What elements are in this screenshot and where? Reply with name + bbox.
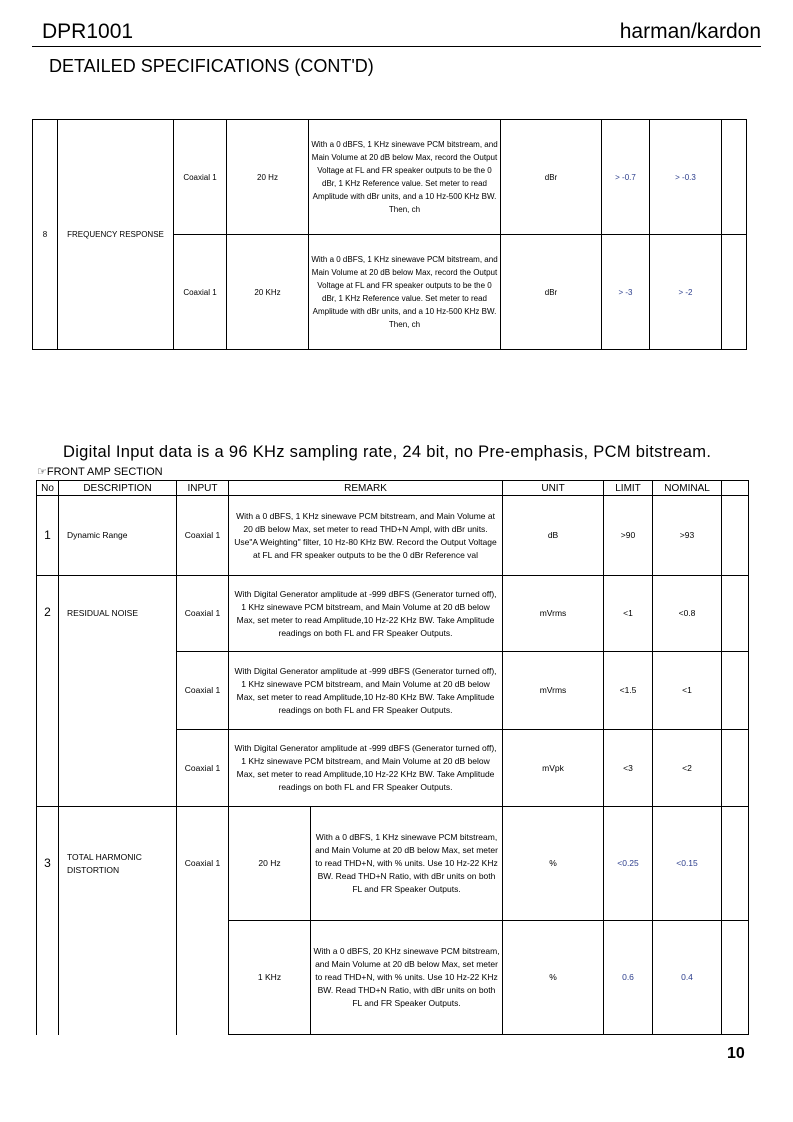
limit-cell: >90 xyxy=(604,496,653,576)
spec-number: 3 xyxy=(37,807,59,1035)
remark-cell: With a 0 dBFS, 1 KHz sinewave PCM bitstream, and Main Volume at 20 dB below Max, record the Output Voltage at FL and FR speaker outputs to be the 0 dBr, 1 KHz Reference value. Set meter to read Amplitude with dBr units, and a 10 Hz-500 KHz BW. Then, ch xyxy=(309,235,501,350)
remark-cell: With Digital Generator amplitude at -999 dBFS (Generator turned off), 1 KHz sinewave PCM bitstream, and Main Volume at 20 dB below Max, set meter to read Amplitude,10 Hz-22 KHz BW. Take Amplitude readings on both FL and FR Speaker Outputs. xyxy=(229,576,503,652)
frequency-cell: 20 KHz xyxy=(227,235,309,350)
header-divider xyxy=(32,46,761,47)
model-name: DPR1001 xyxy=(42,20,134,43)
spec-description: Dynamic Range xyxy=(59,496,177,576)
frequency-cell: 1 KHz xyxy=(229,921,311,1035)
section-label: ☞FRONT AMP SECTION xyxy=(37,466,163,478)
unit-cell: dBr xyxy=(501,120,602,235)
limit-cell: <0.25 xyxy=(604,807,653,921)
empty-cell xyxy=(722,576,749,652)
header-nominal: NOMINAL xyxy=(653,481,722,496)
remark-cell: With a 0 dBFS, 1 KHz sinewave PCM bitstream, and Main Volume at 20 dB below Max, set meter to read THD+N Ampl, with dBr units. Use"A Weighting" filter, 10 Hz-80 KHz BW. Record the Output Voltage at FL and FR speaker outputs to be the 0 dBr Reference val xyxy=(229,496,503,576)
header-no: No xyxy=(37,481,59,496)
nominal-cell: <1 xyxy=(653,652,722,730)
spec-number: 8 xyxy=(33,120,58,350)
table-header-row xyxy=(37,481,749,496)
unit-cell: dB xyxy=(503,496,604,576)
front-amp-table xyxy=(36,480,749,1035)
page-title: DETAILED SPECIFICATIONS (CONT'D) xyxy=(49,56,374,76)
input-cell: Coaxial 1 xyxy=(177,496,229,576)
limit-cell: <1 xyxy=(604,576,653,652)
input-cell: Coaxial 1 xyxy=(177,730,229,807)
header-description: DESCRIPTION xyxy=(59,481,177,496)
header-remark: REMARK xyxy=(229,481,503,496)
empty-cell xyxy=(722,921,749,1035)
table-row xyxy=(33,120,747,235)
empty-cell xyxy=(722,652,749,730)
spec-number: 1 xyxy=(37,496,59,576)
limit-cell: 0.6 xyxy=(604,921,653,1035)
unit-cell: mVrms xyxy=(503,576,604,652)
frequency-response-table xyxy=(32,119,747,350)
empty-cell xyxy=(722,496,749,576)
input-cell: Coaxial 1 xyxy=(177,576,229,652)
unit-cell: % xyxy=(503,807,604,921)
empty-cell xyxy=(722,120,747,235)
digital-input-note: Digital Input data is a 96 KHz sampling rate, 24 bit, no Pre-emphasis, PCM bitstream. xyxy=(63,443,712,461)
remark-cell: With a 0 dBFS, 1 KHz sinewave PCM bitstream, and Main Volume at 20 dB below Max, set meter to read THD+N, with % units. Use 10 Hz-22 KHz BW. Read THD+N Ratio, with dBr units on both FL and FR Speaker Outputs. xyxy=(311,807,503,921)
header-limit: LIMIT xyxy=(604,481,653,496)
table-row xyxy=(37,576,749,652)
remark-cell: With Digital Generator amplitude at -999 dBFS (Generator turned off), 1 KHz sinewave PCM bitstream, and Main Volume at 20 dB below Max, set meter to read Amplitude,10 Hz-80 KHz BW. Take Amplitude readings on both FL and FR Speaker Outputs. xyxy=(229,652,503,730)
nominal-cell: 0.4 xyxy=(653,921,722,1035)
empty-cell xyxy=(722,730,749,807)
input-cell: Coaxial 1 xyxy=(177,807,229,1035)
brand-name: harman/kardon xyxy=(619,20,761,43)
remark-cell: With a 0 dBFS, 1 KHz sinewave PCM bitstream, and Main Volume at 20 dB below Max, record the Output Voltage at FL and FR speaker outputs to be the 0 dBr, 1 KHz Reference value. Set meter to read Amplitude with dBr units, and a 10 Hz-500 KHz BW. Then, ch xyxy=(309,120,501,235)
nominal-cell: > -0.3 xyxy=(650,120,722,235)
remark-cell: With Digital Generator amplitude at -999 dBFS (Generator turned off), 1 KHz sinewave PCM bitstream, and Main Volume at 20 dB below Max, set meter to read Amplitude,10 Hz-22 KHz BW. Take Amplitude readings on both FL and FR Speaker Outputs. xyxy=(229,730,503,807)
table-row xyxy=(37,496,749,576)
limit-cell: <1.5 xyxy=(604,652,653,730)
limit-cell: <3 xyxy=(604,730,653,807)
spec-number: 2 xyxy=(37,576,59,807)
spec-description: FREQUENCY RESPONSE xyxy=(58,120,174,350)
unit-cell: mVpk xyxy=(503,730,604,807)
limit-cell: > -3 xyxy=(602,235,650,350)
unit-cell: % xyxy=(503,921,604,1035)
header-input: INPUT xyxy=(177,481,229,496)
nominal-cell: >93 xyxy=(653,496,722,576)
header-empty xyxy=(722,481,749,496)
unit-cell: dBr xyxy=(501,235,602,350)
page-number: 10 xyxy=(727,1045,745,1062)
remark-cell: With a 0 dBFS, 20 KHz sinewave PCM bitstream, and Main Volume at 20 dB below Max, set meter to read THD+N, with % units. Use 10 Hz-22 KHz BW. Read THD+N Ratio, with dBr units on both FL and FR Speaker Outputs. xyxy=(311,921,503,1035)
header-unit: UNIT xyxy=(503,481,604,496)
input-cell: Coaxial 1 xyxy=(177,652,229,730)
empty-cell xyxy=(722,235,747,350)
empty-cell xyxy=(722,807,749,921)
frequency-cell: 20 Hz xyxy=(229,807,311,921)
nominal-cell: <0.15 xyxy=(653,807,722,921)
input-cell: Coaxial 1 xyxy=(174,235,227,350)
table-row xyxy=(37,807,749,921)
nominal-cell: <2 xyxy=(653,730,722,807)
frequency-cell: 20 Hz xyxy=(227,120,309,235)
nominal-cell: > -2 xyxy=(650,235,722,350)
limit-cell: > -0.7 xyxy=(602,120,650,235)
input-cell: Coaxial 1 xyxy=(174,120,227,235)
spec-description: RESIDUAL NOISE xyxy=(59,576,177,807)
spec-description: TOTAL HARMONIC DISTORTION xyxy=(59,807,177,1035)
unit-cell: mVrms xyxy=(503,652,604,730)
nominal-cell: <0.8 xyxy=(653,576,722,652)
